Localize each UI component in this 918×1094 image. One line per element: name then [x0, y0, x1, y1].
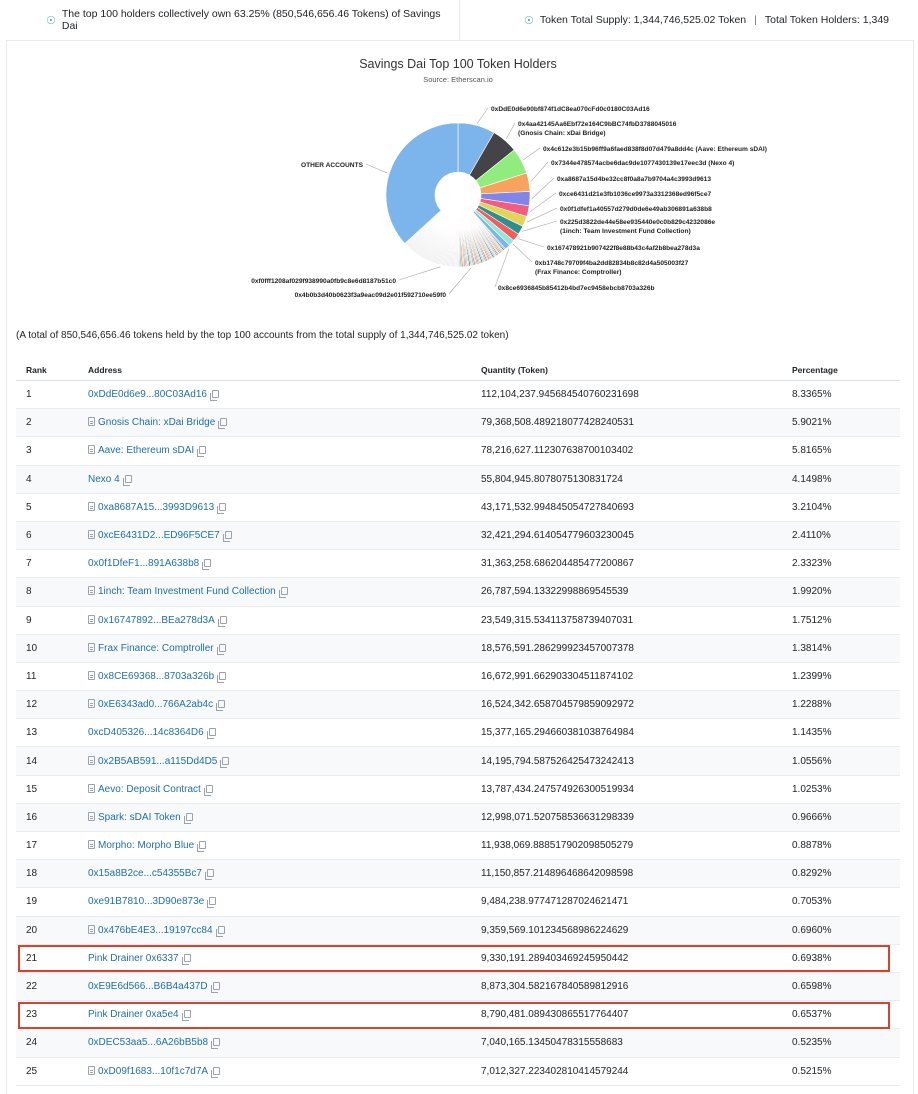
rank-cell: 15 [16, 775, 88, 803]
lightbulb-icon: ☉ [46, 14, 56, 27]
copy-icon[interactable] [225, 531, 232, 539]
holder-address-link[interactable]: 1inch: Team Investment Fund Collection [98, 586, 276, 598]
rank-cell: 21 [16, 944, 88, 972]
contract-icon [88, 812, 95, 821]
connector-line [477, 108, 488, 124]
contract-icon [88, 502, 95, 511]
contract-icon [88, 445, 95, 454]
percentage-cell: 1.2399% [792, 662, 900, 690]
rank-header: Rank [16, 360, 88, 381]
connector-line [531, 162, 548, 182]
contract-icon [88, 530, 95, 539]
copy-icon[interactable] [186, 813, 193, 821]
contract-icon [88, 615, 95, 624]
table-row [16, 521, 900, 549]
connector-line [518, 239, 544, 247]
percentage-cell: 1.0253% [792, 775, 900, 803]
percentage-cell: 0.5235% [792, 1029, 900, 1057]
holder-address-link[interactable]: Spark: sDAI Token [98, 811, 181, 823]
total-supply-text: Token Total Supply: 1,344,746,525.02 Token [539, 14, 747, 26]
address-cell [88, 578, 481, 606]
copy-icon[interactable] [184, 1010, 191, 1018]
contract-icon [88, 699, 95, 708]
rank-cell: 20 [16, 916, 88, 944]
percentage-cell: 0.8292% [792, 860, 900, 888]
pie-slice-label: 0xa8687a15d4be32cc8f0a8a7b9704a4c3993d9613 [557, 176, 711, 183]
copy-icon[interactable] [218, 926, 225, 934]
percentage-cell: 1.2288% [792, 691, 900, 719]
holder-address-link[interactable]: Aevo: Deposit Contract [98, 783, 201, 795]
table-row [16, 493, 900, 521]
quantity-cell: 31,363,258.686204485477200867 [481, 550, 792, 578]
holder-address-link[interactable]: 0x8CE69368...8703a326b [98, 670, 215, 682]
copy-icon[interactable] [125, 475, 132, 483]
address-cell [88, 803, 481, 831]
connector-line [527, 208, 557, 222]
quantity-cell: 7,040,165.13450478315558683 [481, 1029, 792, 1057]
quantity-cell: 16,672,991.662903304511874102 [481, 662, 792, 690]
pie-slice-label-other: OTHER ACCOUNTS [300, 162, 363, 169]
holder-address-link[interactable]: 0xE6343ad0...766A2ab4c [98, 699, 214, 711]
table-row [16, 465, 900, 493]
percentage-cell: 0.7053% [792, 888, 900, 916]
percentage-header: Percentage [792, 360, 900, 381]
percentage-cell: 5.9021% [792, 409, 900, 437]
percentage-cell: 0.6537% [792, 1001, 900, 1029]
contract-icon [88, 784, 95, 793]
holder-address-link[interactable]: 0x0f1DfeF1...891A638b8 [88, 558, 200, 570]
percentage-cell: 3.2104% [792, 493, 900, 521]
copy-icon[interactable] [219, 672, 226, 680]
copy-icon[interactable] [213, 1038, 220, 1046]
rank-cell: 17 [16, 832, 88, 860]
connector-line [523, 148, 540, 160]
rank-cell: 13 [16, 719, 88, 747]
pie-slice-label: (1inch: Team Investment Fund Collection) [560, 228, 691, 235]
rank-cell: 22 [16, 972, 88, 1000]
rank-cell: 4 [16, 465, 88, 493]
table-row [16, 409, 900, 437]
contract-icon [88, 417, 95, 426]
address-cell [88, 409, 481, 437]
rank-cell: 18 [16, 860, 88, 888]
quantity-cell: 8,873,304.582167840589812916 [481, 972, 792, 1000]
rank-cell: 5 [16, 493, 88, 521]
holder-address-link[interactable]: 0xcD405326...14c8364D6 [88, 727, 204, 739]
pie-slice-label: 0x167478921b907422f8e88b43c4af2b8bea278d3a [547, 245, 700, 252]
percentage-cell: 5.8165% [792, 437, 900, 465]
table-row [16, 747, 900, 775]
holders-summary-text: The top 100 holders collectively own 63.25% (850,546,656.46 Tokens) of Savings Dai [61, 8, 441, 32]
address-cell [88, 832, 481, 860]
address-cell [88, 916, 481, 944]
table-row [16, 916, 900, 944]
pie-slice-label: 0xce6431d21e3fb1036ce9973a3312368ed96f5ce7 [559, 191, 712, 198]
top-holders-note: (A total of 850,546,656.46 tokens held by the top 100 accounts from the total supply of 1,344,746,525.02 token) [16, 330, 509, 341]
rank-cell: 19 [16, 888, 88, 916]
copy-icon[interactable] [212, 390, 219, 398]
copy-icon[interactable] [184, 954, 191, 962]
rank-cell: 3 [16, 437, 88, 465]
table-row [16, 634, 900, 662]
pie-slice-label: 0xb1748c79709f4ba2dd82834b8c82d4a505003f27 [535, 260, 689, 267]
lightbulb-icon: ☉ [524, 14, 534, 27]
address-cell [88, 521, 481, 549]
quantity-cell: 7,012,327.223402810414579244 [481, 1057, 792, 1085]
quantity-cell: 43,171,532.994845054727840693 [481, 493, 792, 521]
quantity-cell: 32,421,294.614054779603230045 [481, 521, 792, 549]
copy-icon[interactable] [209, 728, 216, 736]
holder-address-link[interactable]: 0xDEC53aa5...6A26bB5b8 [88, 1037, 209, 1049]
pie-slice-label: 0x7344e478574acbe6dac9de1077430139e17eec3d (Nexo 4) [551, 160, 735, 167]
percentage-cell: 0.6598% [792, 972, 900, 1000]
pie-slice-label: 0x4aa42145Aa6Ebf72e164C9bBC74fbD3788045016 [518, 121, 677, 128]
quantity-cell: 26,787,594.13322998869545539 [481, 578, 792, 606]
address-header: Address [88, 360, 481, 381]
address-cell [88, 1029, 481, 1057]
percentage-cell: 0.6938% [792, 944, 900, 972]
holders-table [16, 360, 900, 1086]
connector-line [530, 193, 556, 212]
rank-cell: 24 [16, 1029, 88, 1057]
table-row [16, 719, 900, 747]
copy-icon[interactable] [220, 616, 227, 624]
holder-address-link[interactable]: Pink Drainer 0xa5e4 [88, 1009, 179, 1021]
table-row [16, 1057, 900, 1085]
holder-address-link[interactable]: 0x15a8B2ce...c54355Bc7 [88, 868, 202, 880]
rank-cell: 7 [16, 550, 88, 578]
pie-slice-label: (Frax Finance: Comptroller) [535, 269, 622, 276]
address-cell [88, 437, 481, 465]
pie-slice-label: 0x4b0b3d40b0623f3a9eac09d2e01f592710ee59f0 [294, 292, 446, 299]
holder-address-link[interactable]: Pink Drainer 0x6337 [88, 952, 179, 964]
quantity-cell: 13,787,434.247574926300519934 [481, 775, 792, 803]
rank-cell: 23 [16, 1001, 88, 1029]
holders-pie-chart [0, 40, 918, 325]
holders-summary [6, 0, 460, 40]
supply-summary [460, 0, 889, 40]
rank-cell: 11 [16, 662, 88, 690]
table-row [16, 691, 900, 719]
table-row [16, 944, 900, 972]
percentage-cell: 0.5215% [792, 1057, 900, 1085]
quantity-cell: 14,195,794.587526425473242413 [481, 747, 792, 775]
quantity-header: Quantity (Token) [481, 360, 792, 381]
table-header-row [16, 360, 900, 381]
pie-slice-label: 0xf0fff1208af029f938990a0fb9c8e6d8187b51c0 [251, 278, 396, 285]
address-cell [88, 719, 481, 747]
holder-address-link[interactable]: Nexo 4 [88, 473, 120, 485]
copy-icon[interactable] [281, 587, 288, 595]
address-cell [88, 606, 481, 634]
holder-address-link[interactable]: 0x476bE4E3...19197cc84 [98, 924, 213, 936]
address-cell [88, 691, 481, 719]
rank-cell: 9 [16, 606, 88, 634]
table-row [16, 888, 900, 916]
contract-icon [88, 586, 95, 595]
quantity-cell: 112,104,237.945684540760231698 [481, 381, 792, 409]
rank-cell: 12 [16, 691, 88, 719]
contract-icon [88, 671, 95, 680]
address-cell [88, 1001, 481, 1029]
copy-icon[interactable] [220, 418, 227, 426]
pie-slice-label: 0x225d3822de44e58ee935440e0c0b829c4232086e [560, 219, 716, 226]
chart-subtitle: Source: Etherscan.io [423, 75, 493, 84]
pie-slice-label: 0xDdE0d6e90bf874f1dC8ea070cFd0c0180C03Ad16 [491, 106, 650, 113]
quantity-cell: 9,330,191.289403469245950442 [481, 944, 792, 972]
percentage-cell: 4.1498% [792, 465, 900, 493]
percentage-cell: 1.3814% [792, 634, 900, 662]
connector-line [532, 178, 554, 199]
copy-icon[interactable] [204, 559, 211, 567]
quantity-cell: 23,549,315.534113758739407031 [481, 606, 792, 634]
table-row [16, 606, 900, 634]
rank-cell: 1 [16, 381, 88, 409]
holder-address-link[interactable]: Morpho: Morpho Blue [98, 840, 195, 852]
percentage-cell: 8.3365% [792, 381, 900, 409]
table-row [16, 972, 900, 1000]
address-cell [88, 972, 481, 1000]
copy-icon[interactable] [219, 644, 226, 652]
address-cell [88, 550, 481, 578]
quantity-cell: 12,998,071.520758536631298339 [481, 803, 792, 831]
address-cell [88, 662, 481, 690]
rank-cell: 6 [16, 521, 88, 549]
percentage-cell: 2.3323% [792, 550, 900, 578]
contract-icon [88, 756, 95, 765]
rank-cell: 25 [16, 1057, 88, 1085]
quantity-cell: 78,216,627.112307638700103402 [481, 437, 792, 465]
contract-icon [88, 1066, 95, 1075]
holder-address-link[interactable]: 0xcE6431D2...ED96F5CE7 [98, 530, 220, 542]
quantity-cell: 9,484,238.977471287024621471 [481, 888, 792, 916]
contract-icon [88, 925, 95, 934]
table-row [16, 437, 900, 465]
copy-icon[interactable] [207, 869, 214, 877]
copy-icon[interactable] [218, 700, 225, 708]
address-cell [88, 381, 481, 409]
address-cell [88, 493, 481, 521]
percentage-cell: 0.8878% [792, 832, 900, 860]
contract-icon [88, 840, 95, 849]
quantity-cell: 15,377,165.294660381038764984 [481, 719, 792, 747]
holder-address-link[interactable]: 0xa8687A15...3993D9613 [98, 501, 215, 513]
rank-cell: 16 [16, 803, 88, 831]
connector-line [522, 221, 557, 231]
address-cell [88, 775, 481, 803]
contract-icon [88, 643, 95, 652]
address-cell [88, 747, 481, 775]
address-cell [88, 888, 481, 916]
quantity-cell: 11,938,069.888517902098505279 [481, 832, 792, 860]
quantity-cell: 8,790,481.089430865517764407 [481, 1001, 792, 1029]
holder-address-link[interactable]: Gnosis Chain: xDai Bridge [98, 417, 216, 429]
holder-address-link[interactable]: Aave: Ethereum sDAI [98, 445, 195, 457]
rank-cell: 8 [16, 578, 88, 606]
copy-icon[interactable] [222, 757, 229, 765]
percentage-cell: 2.4110% [792, 521, 900, 549]
table-row [16, 775, 900, 803]
percentage-cell: 1.7512% [792, 606, 900, 634]
table-row [16, 662, 900, 690]
percentage-cell: 0.6960% [792, 916, 900, 944]
address-cell [88, 860, 481, 888]
connector-line [506, 123, 515, 139]
percentage-cell: 1.1435% [792, 719, 900, 747]
pie-slice-label: 0x0f1dfef1a40557d279d0de6e49ab306891a638b8 [560, 206, 712, 213]
holder-address-link[interactable]: 0xe91B7810...3D90e873e [88, 896, 205, 908]
connector-line [449, 268, 471, 294]
holder-address-link[interactable]: 0x2B5AB591...a115Dd4D5 [98, 755, 218, 767]
address-cell [88, 944, 481, 972]
pie-slice-label: (Gnosis Chain: xDai Bridge) [518, 130, 606, 137]
connector-line [513, 244, 532, 262]
percentage-cell: 0.9666% [792, 803, 900, 831]
holder-address-link[interactable]: 0x16747892...BEa278d3A [98, 614, 215, 626]
copy-icon[interactable] [199, 446, 206, 454]
holder-address-link[interactable]: 0xE9E6d566...B6B4a437D [88, 981, 208, 993]
table-row [16, 550, 900, 578]
holder-address-link[interactable]: Frax Finance: Comptroller [98, 642, 214, 654]
quantity-cell: 79,368,508.489218077428240531 [481, 409, 792, 437]
address-cell [88, 465, 481, 493]
quantity-cell: 11,150,857.214896468642098598 [481, 860, 792, 888]
table-row [16, 832, 900, 860]
rank-cell: 14 [16, 747, 88, 775]
quantity-cell: 9,359,569.101234568986224629 [481, 916, 792, 944]
connector-line [399, 267, 440, 280]
quantity-cell: 16,524,342.658704579859092972 [481, 691, 792, 719]
connector-line [366, 164, 387, 173]
pie-slice-label: 0x4c612e3b15b96ff9a6faed838f8d07d479a8dd4c (Aave: Ethereum sDAI) [543, 146, 767, 153]
quantity-cell: 55,804,945.8078075130831724 [481, 465, 792, 493]
copy-icon[interactable] [206, 785, 213, 793]
percentage-cell: 1.0556% [792, 747, 900, 775]
rank-cell: 10 [16, 634, 88, 662]
quantity-cell: 18,576,591.286299923457007378 [481, 634, 792, 662]
separator: | [754, 14, 757, 26]
table-row [16, 803, 900, 831]
chart-title: Savings Dai Top 100 Token Holders [359, 57, 557, 71]
copy-icon[interactable] [219, 503, 226, 511]
copy-icon[interactable] [213, 982, 220, 990]
copy-icon[interactable] [199, 841, 206, 849]
copy-icon[interactable] [209, 897, 216, 905]
percentage-cell: 1.9920% [792, 578, 900, 606]
holder-address-link[interactable]: 0xDdE0d6e9...80C03Ad16 [88, 389, 207, 401]
address-cell [88, 1057, 481, 1085]
summary-bar [6, 0, 914, 41]
table-row [16, 860, 900, 888]
table-row [16, 381, 900, 409]
table-row [16, 1001, 900, 1029]
total-holders-text: Total Token Holders: 1,349 [764, 14, 890, 26]
rank-cell: 2 [16, 409, 88, 437]
pie-slice-label: 0x8ce6936845b85412b4bd7ec9458ebcb8703a326b [498, 285, 655, 292]
table-row [16, 578, 900, 606]
holder-address-link[interactable]: 0xD09f1683...10f1c7d7A [98, 1065, 209, 1077]
table-row [16, 1029, 900, 1057]
copy-icon[interactable] [213, 1067, 220, 1075]
address-cell [88, 634, 481, 662]
